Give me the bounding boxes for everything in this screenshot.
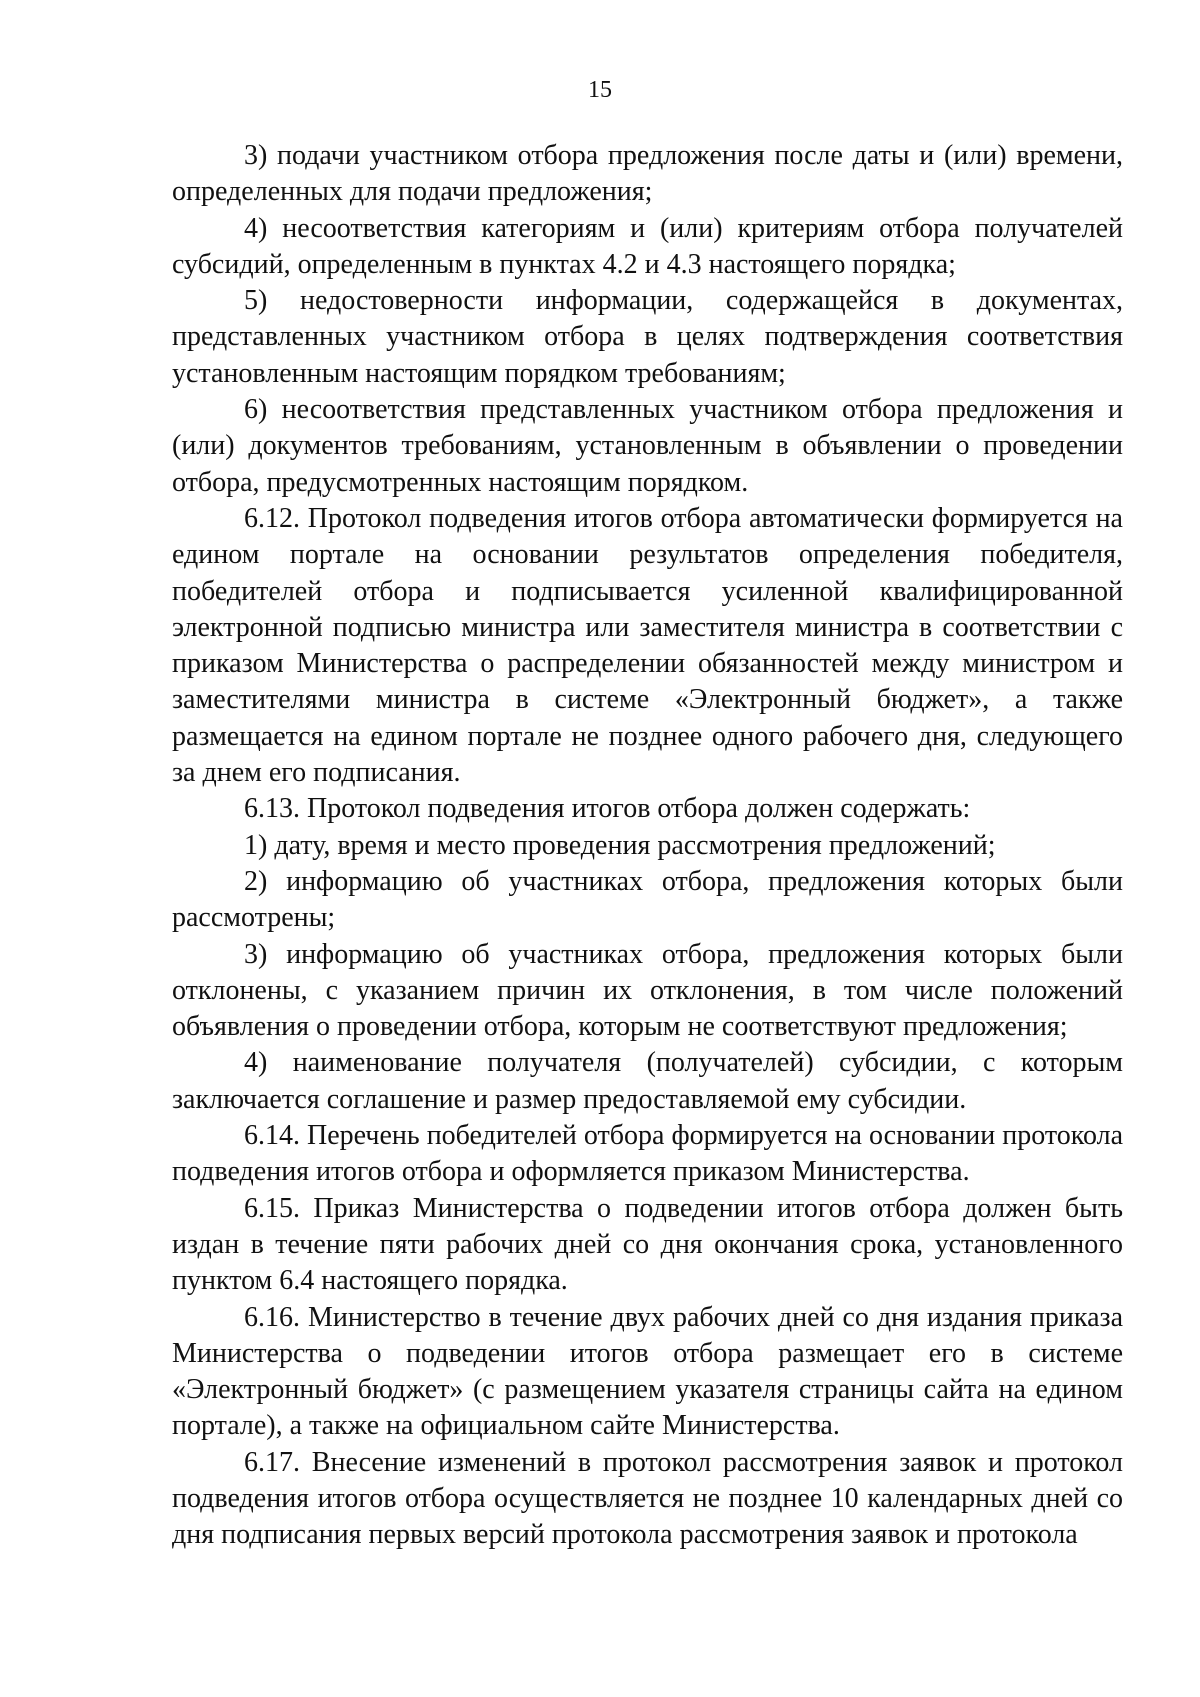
paragraph-6-17: 6.17. Внесение изменений в протокол рассмотрения заявок и протокол подведения итогов отбора осуществляется не позднее 10 календарных дней со дня подписания первых версий протокола рассмотрения заявок и протокола xyxy=(172,1446,1123,1551)
paragraph-6-13-item-1: 1) дату, время и место проведения рассмотрения предложений; xyxy=(244,829,996,861)
paragraph-item-3: 3) подачи участником отбора предложения после даты и (или) времени, определенных для подачи предложения; xyxy=(172,140,1123,208)
paragraph-6-13-item-3: 3) информацию об участниках отбора, предложения которых были отклонены, с указанием причин их отклонения, в том числе положений объявления о проведении отбора, которым не соответствуют предложения; xyxy=(172,938,1123,1043)
paragraph-item-4: 4) несоответствия категориям и (или) критериям отбора получателей субсидий, определенным в пунктах 4.2 и 4.3 настоящего порядка; xyxy=(172,212,1123,280)
paragraph-6-12: 6.12. Протокол подведения итогов отбора автоматически формируется на едином портале на основании результатов определения победителя, победителей отбора и подписывается усиленной квалифицированной электронной подписью министра или заместителя министра в соответствии с приказом Министерства о распределении обязанностей между министром и заместителями министра в системе «Электронный бюджет», а также размещается на едином портале не позднее одного рабочего дня, следующего за днем его подписания. xyxy=(172,502,1123,789)
paragraph-item-5: 5) недостоверности информации, содержащейся в документах, представленных участником отбора в целях подтверждения соответствия установленным настоящим порядком требованиям; xyxy=(172,285,1123,389)
paragraph-6-13-item-4: 4) наименование получателя (получателей) субсидии, с которым заключается соглашение и размер предоставляемой ему субсидии. xyxy=(172,1047,1123,1115)
paragraph-6-15: 6.15. Приказ Министерства о подведении итогов отбора должен быть издан в течение пяти рабочих дней со дня окончания срока, установленного пунктом 6.4 настоящего порядка. xyxy=(172,1192,1123,1297)
paragraph-6-13: 6.13. Протокол подведения итогов отбора должен содержать: xyxy=(244,793,971,825)
document-body xyxy=(172,138,1123,1554)
paragraph-item-6: 6) несоответствия представленных участником отбора предложения и (или) документов требованиям, установленным в объявлении о проведении отбора, предусмотренных настоящим порядком. xyxy=(172,394,1123,498)
paragraph-6-16: 6.16. Министерство в течение двух рабочих дней со дня издания приказа Министерства о подведении итогов отбора размещает его в системе «Электронный бюджет» (с размещением указателя страницы сайта на едином портале), а также на официальном сайте Министерства. xyxy=(172,1301,1123,1442)
paragraph-6-13-item-2: 2) информацию об участниках отбора, предложения которых были рассмотрены; xyxy=(172,865,1123,934)
page-number: 15 xyxy=(588,77,612,103)
paragraph-6-14: 6.14. Перечень победителей отбора формируется на основании протокола подведения итогов отбора и оформляется приказом Министерства. xyxy=(172,1120,1123,1188)
